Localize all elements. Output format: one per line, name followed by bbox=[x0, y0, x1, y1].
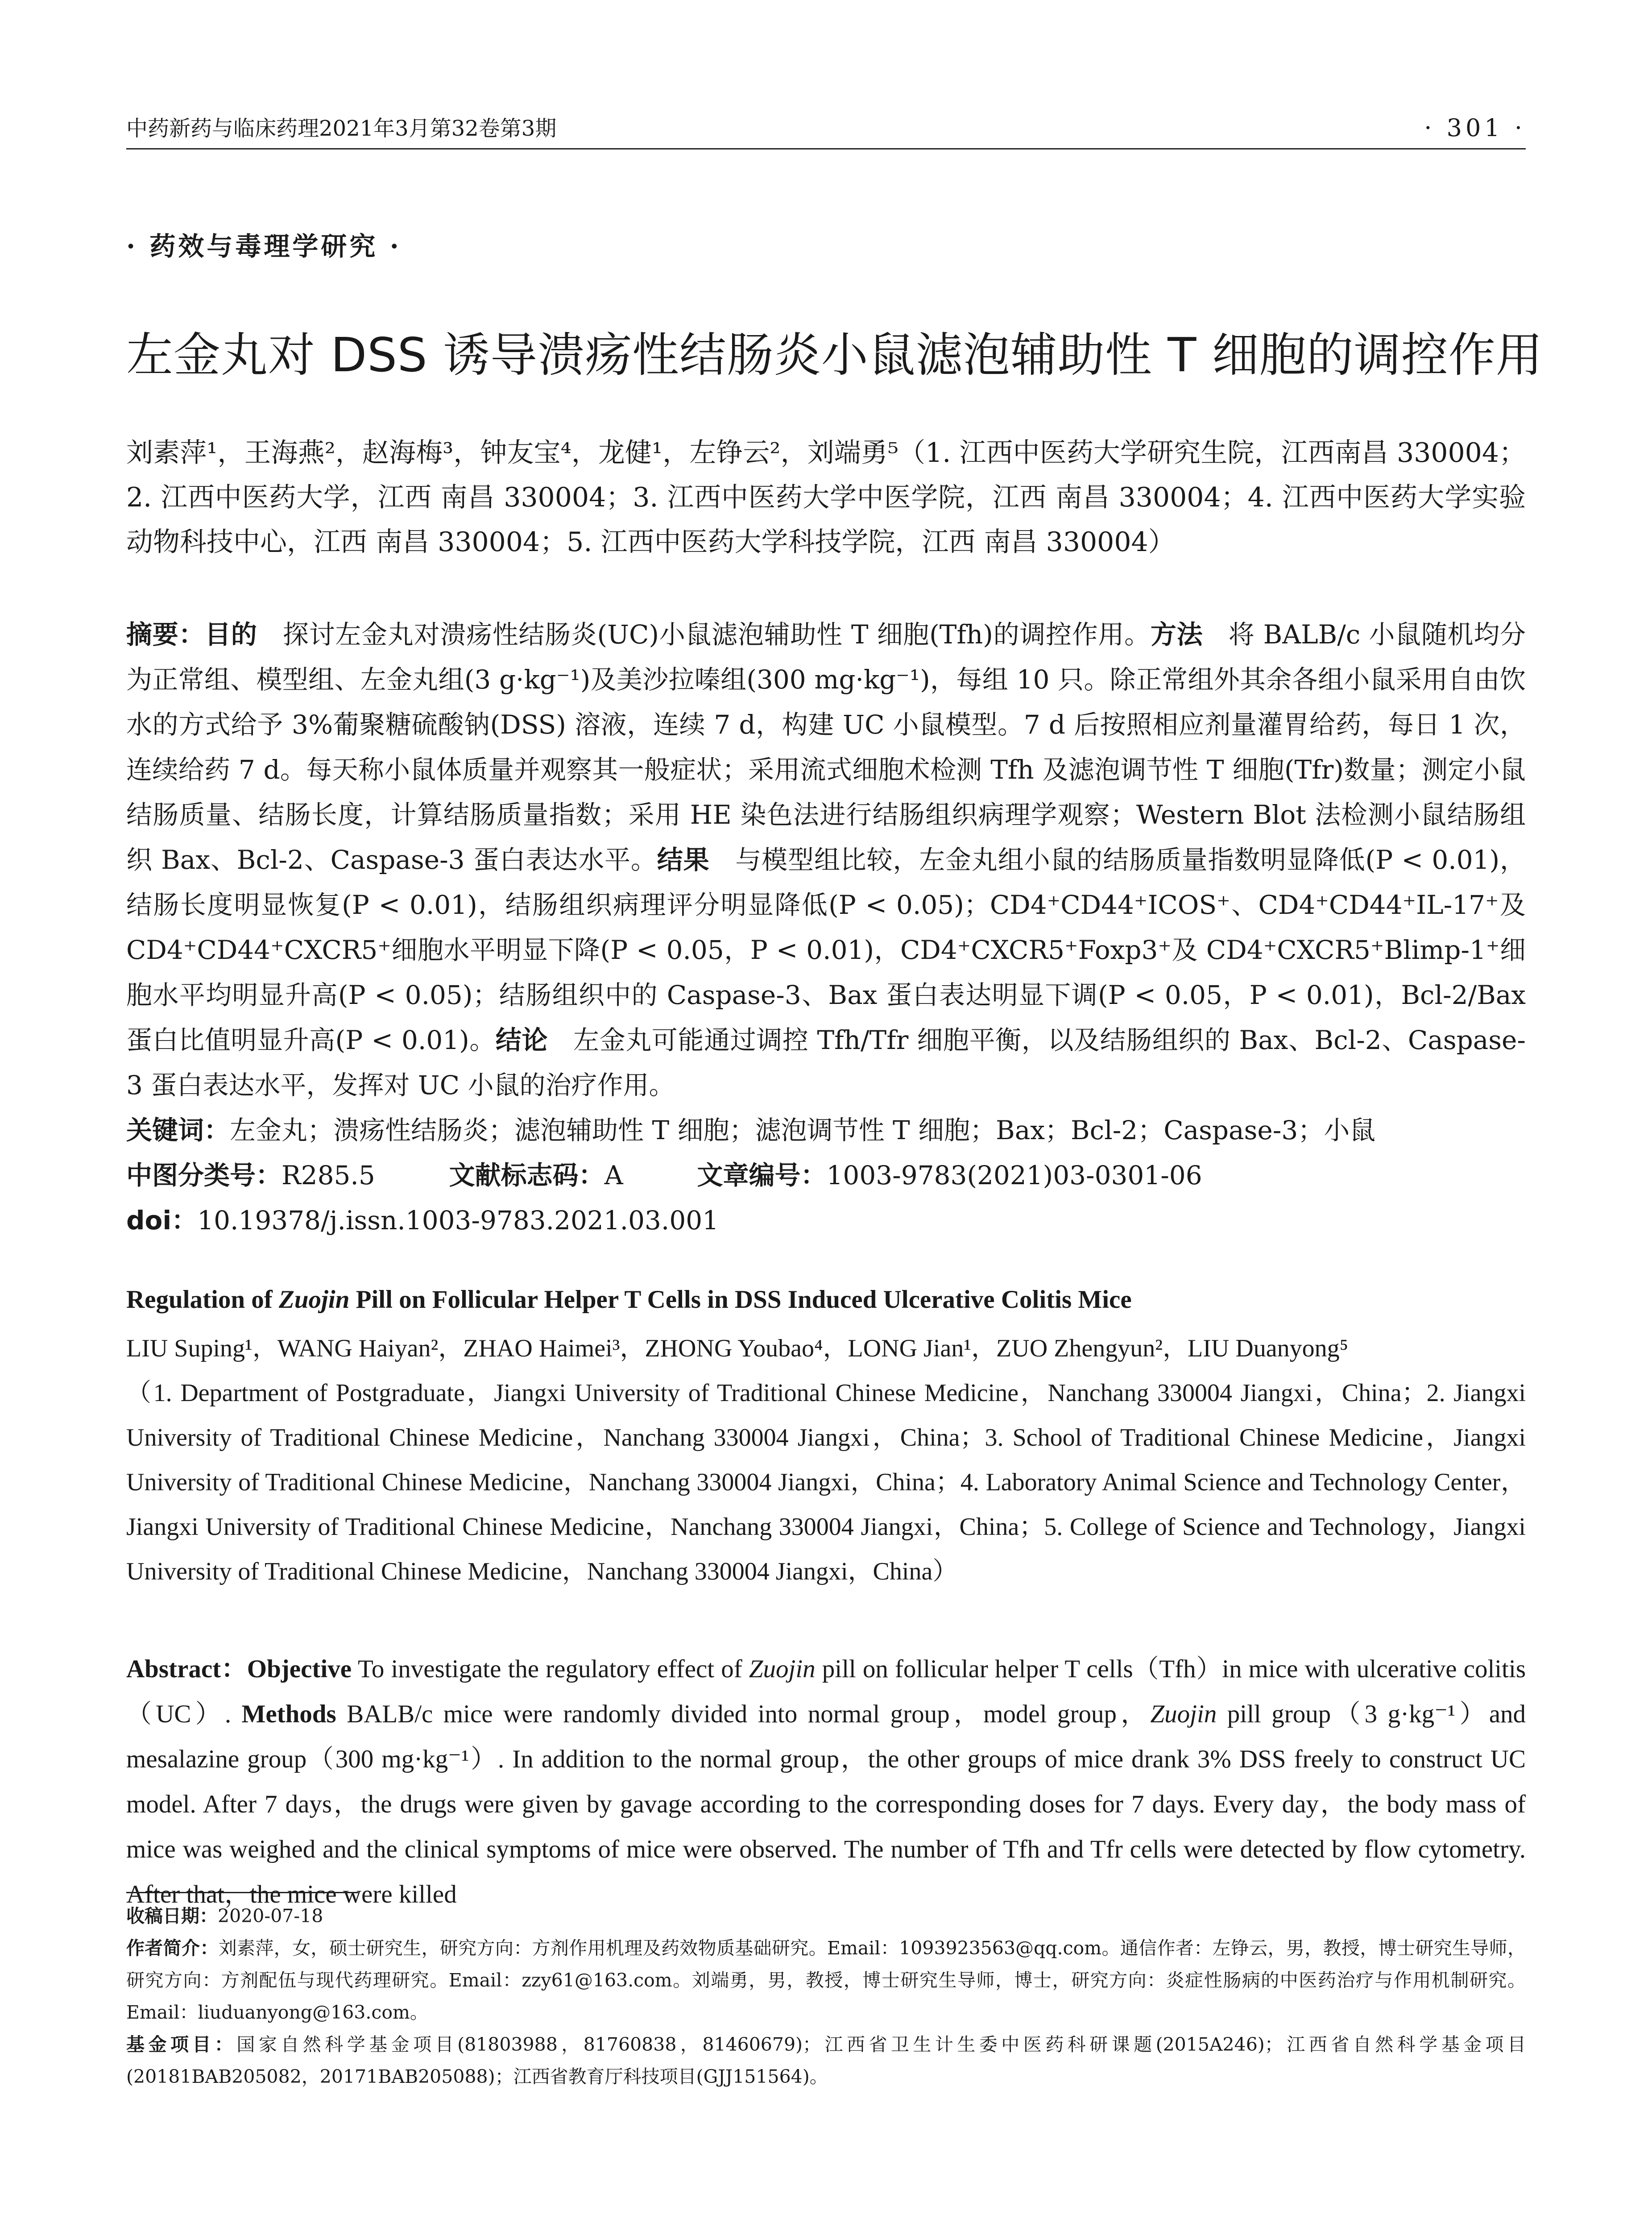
en-authors-line: LIU Suping¹，WANG Haiyan²，ZHAO Haimei³，ZHONG Youbao⁴，LONG Jian¹，ZUO Zhengyun²，LIU Duanyong⁵ bbox=[126, 1335, 1349, 1362]
journal-issue: 中药新药与临床药理2021年3月第32卷第3期 bbox=[126, 116, 557, 141]
author-note-label: 作者简介： bbox=[126, 1937, 219, 1959]
authors-cn bbox=[126, 431, 1526, 564]
received-line bbox=[126, 1900, 1526, 1932]
english-abstract bbox=[126, 1646, 1526, 1917]
section-label: · 药效与毒理学研究 · bbox=[126, 231, 402, 261]
clc-value: R285.5 bbox=[282, 1160, 375, 1190]
en-objective-label: Objective bbox=[247, 1655, 352, 1683]
methods-label: 方法 bbox=[1150, 619, 1203, 650]
objective-label: 目的 bbox=[205, 619, 257, 650]
english-title bbox=[126, 1285, 1526, 1314]
article-title: 左金丸对 DSS 诱导溃疡性结肠炎小鼠滤泡辅助性 T 细胞的调控作用 bbox=[126, 328, 1543, 382]
en-abstract-label: Abstract： bbox=[126, 1655, 247, 1683]
doi-label: doi： bbox=[126, 1205, 198, 1236]
en-abstract-paragraph bbox=[126, 1646, 1526, 1917]
footnote-rule bbox=[126, 1892, 358, 1893]
objective-text: 探讨左金丸对溃疡性结肠炎(UC)小鼠滤泡辅助性 T 细胞(Tfh)的调控作用。 bbox=[283, 619, 1151, 650]
conclusion-label: 结论 bbox=[495, 1025, 548, 1055]
methods-text: 将 BALB/c 小鼠随机均分为正常组、模型组、左金丸组(3 g·kg⁻¹)及美沙拉嗪组(300 mg·kg⁻¹)，每组 10 只。除正常组外其余各组小鼠采用自由饮水的方式给予 3%葡聚糖硫酸钠(DSS) 溶液，连续 7 d，构建 UC 小鼠模型。7 d 后按照相应剂量灌胃给药，每日 1 次，连续给药 7 d。每天称小鼠体质量并观察其一般症状；采用流式细胞术检测 Tfh 及滤泡调节性 T 细胞(Tfr)数量；测定小鼠结肠质量、结肠长度，计算结肠质量指数；采用 HE 染色法进行结肠组织病理学观察；Western Blot 法检测小鼠结肠组织 Bax、Bcl-2、Caspase-3 蛋白表达水平。 bbox=[126, 619, 1526, 875]
page-number: · 301 · bbox=[1424, 114, 1526, 142]
abstract-cn bbox=[126, 612, 1526, 1243]
clc-label: 中图分类号： bbox=[126, 1160, 282, 1190]
en-title-italic: Zuojin bbox=[279, 1286, 350, 1314]
article-no-label: 文章编号： bbox=[697, 1160, 827, 1190]
fund-note bbox=[126, 2028, 1526, 2093]
running-head bbox=[126, 106, 1526, 142]
fund-label: 基金项目： bbox=[126, 2034, 237, 2055]
doi-link[interactable]: 10.19378/j.issn.1003-9783.2021.03.001 bbox=[197, 1205, 719, 1236]
keywords-text: 左金丸；溃疡性结肠炎；滤泡辅助性 T 细胞；滤泡调节性 T 细胞；Bax；Bcl-2；Caspase-3；小鼠 bbox=[230, 1115, 1376, 1145]
author-note-text: 刘素萍，女，硕士研究生，研究方向：方剂作用机理及药效物质基础研究。Email：1093923563@qq.com。通信作者：左铮云，男，教授，博士研究生导师，研究方向：方剂配伍与现代药理研究。Email：zzy61@163.com。刘端勇，男，教授，博士研究生导师，博士，研究方向：炎症性肠病的中医药治疗与作用机制研究。Email：liuduanyong@163.com。 bbox=[126, 1937, 1526, 2023]
abstract-label: 摘要： bbox=[126, 619, 205, 650]
en-affiliations: （1. Department of Postgraduate，Jiangxi University of Traditional Chinese Medicine，Nanchang 330004 Jiangxi，China；2. Jiangxi University of Traditional Chinese Medicine，Nanchang 330004 Jiangxi，China；3. School of Traditional Chinese Medicine，Jiangxi University of Traditional Chinese Medicine，Nanchang 330004 Jiangxi，China；4. Laboratory Animal Science and Technology Center，Jiangxi University of Traditional Chinese Medicine，Nanchang 330004 Jiangxi，China；5. College of Science and Technology，Jiangxi University of Traditional Chinese Medicine，Nanchang 330004 Jiangxi，China） bbox=[126, 1379, 1526, 1585]
english-authors bbox=[126, 1326, 1526, 1594]
en-methods-a: BALB/c mice were randomly divided into normal group，model group， bbox=[336, 1700, 1151, 1728]
en-methods-label: Methods bbox=[231, 1700, 336, 1728]
en-methods-b: pill group（3 g·kg⁻¹）and mesalazine group（300 mg·kg⁻¹）. In addition to the normal group，the other groups of mice drank 3% DSS freely to construct UC model. After 7 days，the drugs were given by gavage according to the corresponding doses for 7 days. Every day，the body mass of mice was weighed and the clinical symptoms of mice were observed. The number of Tfh and Tfr cells were detected by flow cytometry. After that，the mice were killed bbox=[126, 1700, 1526, 1908]
keywords-label: 关键词： bbox=[126, 1115, 230, 1145]
received-label: 收稿日期： bbox=[126, 1905, 218, 1927]
conclusion-text: 左金丸可能通过调控 Tfh/Tfr 细胞平衡，以及结肠组织的 Bax、Bcl-2、Caspase-3 蛋白表达水平，发挥对 UC 小鼠的治疗作用。 bbox=[126, 1025, 1526, 1100]
author-note bbox=[126, 1932, 1526, 2028]
doi-line bbox=[126, 1198, 1526, 1243]
en-title-suffix: Pill on Follicular Helper T Cells in DSS Induced Ulcerative Colitis Mice bbox=[349, 1286, 1132, 1314]
authors-cn-text: 刘素萍¹，王海燕²，赵海梅³，钟友宝⁴，龙健¹，左铮云²，刘端勇⁵（1. 江西中医药大学研究生院，江西南昌 330004；2. 江西中医药大学，江西 南昌 330004；3. 江西中医药大学中医学院，江西 南昌 330004；4. 江西中医药大学实验动物科技中心，江西 南昌 330004；5. 江西中医药大学科技学院，江西 南昌 330004） bbox=[126, 437, 1526, 558]
results-label: 结果 bbox=[657, 845, 710, 875]
results-text: 与模型组比较，左金丸组小鼠的结肠质量指数明显降低(P < 0.01)，结肠长度明显恢复(P < 0.01)，结肠组织病理评分明显降低(P < 0.05)；CD4⁺CD44⁺ICOS⁺、CD4⁺CD44⁺IL-17⁺及 CD4⁺CD44⁺CXCR5⁺细胞水平明显下降(P < 0.05，P < 0.01)，CD4⁺CXCR5⁺Foxp3⁺及 CD4⁺CXCR5⁺Blimp-1⁺细胞水平均明显升高(P < 0.05)；结肠组织中的 Caspase-3、Bax 蛋白表达明显下调(P < 0.05，P < 0.01)，Bcl-2/Bax 蛋白比值明显升高(P < 0.01)。 bbox=[126, 845, 1526, 1055]
received-date: 2020-07-18 bbox=[218, 1905, 323, 1927]
en-objective-b: pill on follicular helper T cells（Tfh）in mice with ulcerative colitis（UC）. bbox=[126, 1655, 1526, 1728]
en-objective-a: To investigate the regulatory effect of bbox=[352, 1655, 749, 1683]
footnotes bbox=[126, 1900, 1526, 2093]
classification-line bbox=[126, 1153, 1526, 1198]
en-methods-italic: Zuojin bbox=[1150, 1700, 1217, 1728]
abstract-cn-paragraph bbox=[126, 612, 1526, 1108]
doc-code-value: A bbox=[604, 1160, 623, 1190]
article-no-value: 1003-9783(2021)03-0301-06 bbox=[826, 1160, 1202, 1190]
fund-text: 国家自然科学基金项目(81803988，81760838，81460679)；江西省卫生计生委中医药科研课题(2015A246)；江西省自然科学基金项目(20181BAB205082，20171BAB205088)；江西省教育厅科技项目(GJJ151564)。 bbox=[126, 2034, 1526, 2087]
en-objective-italic: Zuojin bbox=[749, 1655, 816, 1683]
header-rule bbox=[126, 148, 1526, 149]
keywords-line bbox=[126, 1108, 1526, 1153]
doc-code-label: 文献标志码： bbox=[449, 1160, 604, 1190]
en-title-prefix: Regulation of bbox=[126, 1286, 279, 1314]
